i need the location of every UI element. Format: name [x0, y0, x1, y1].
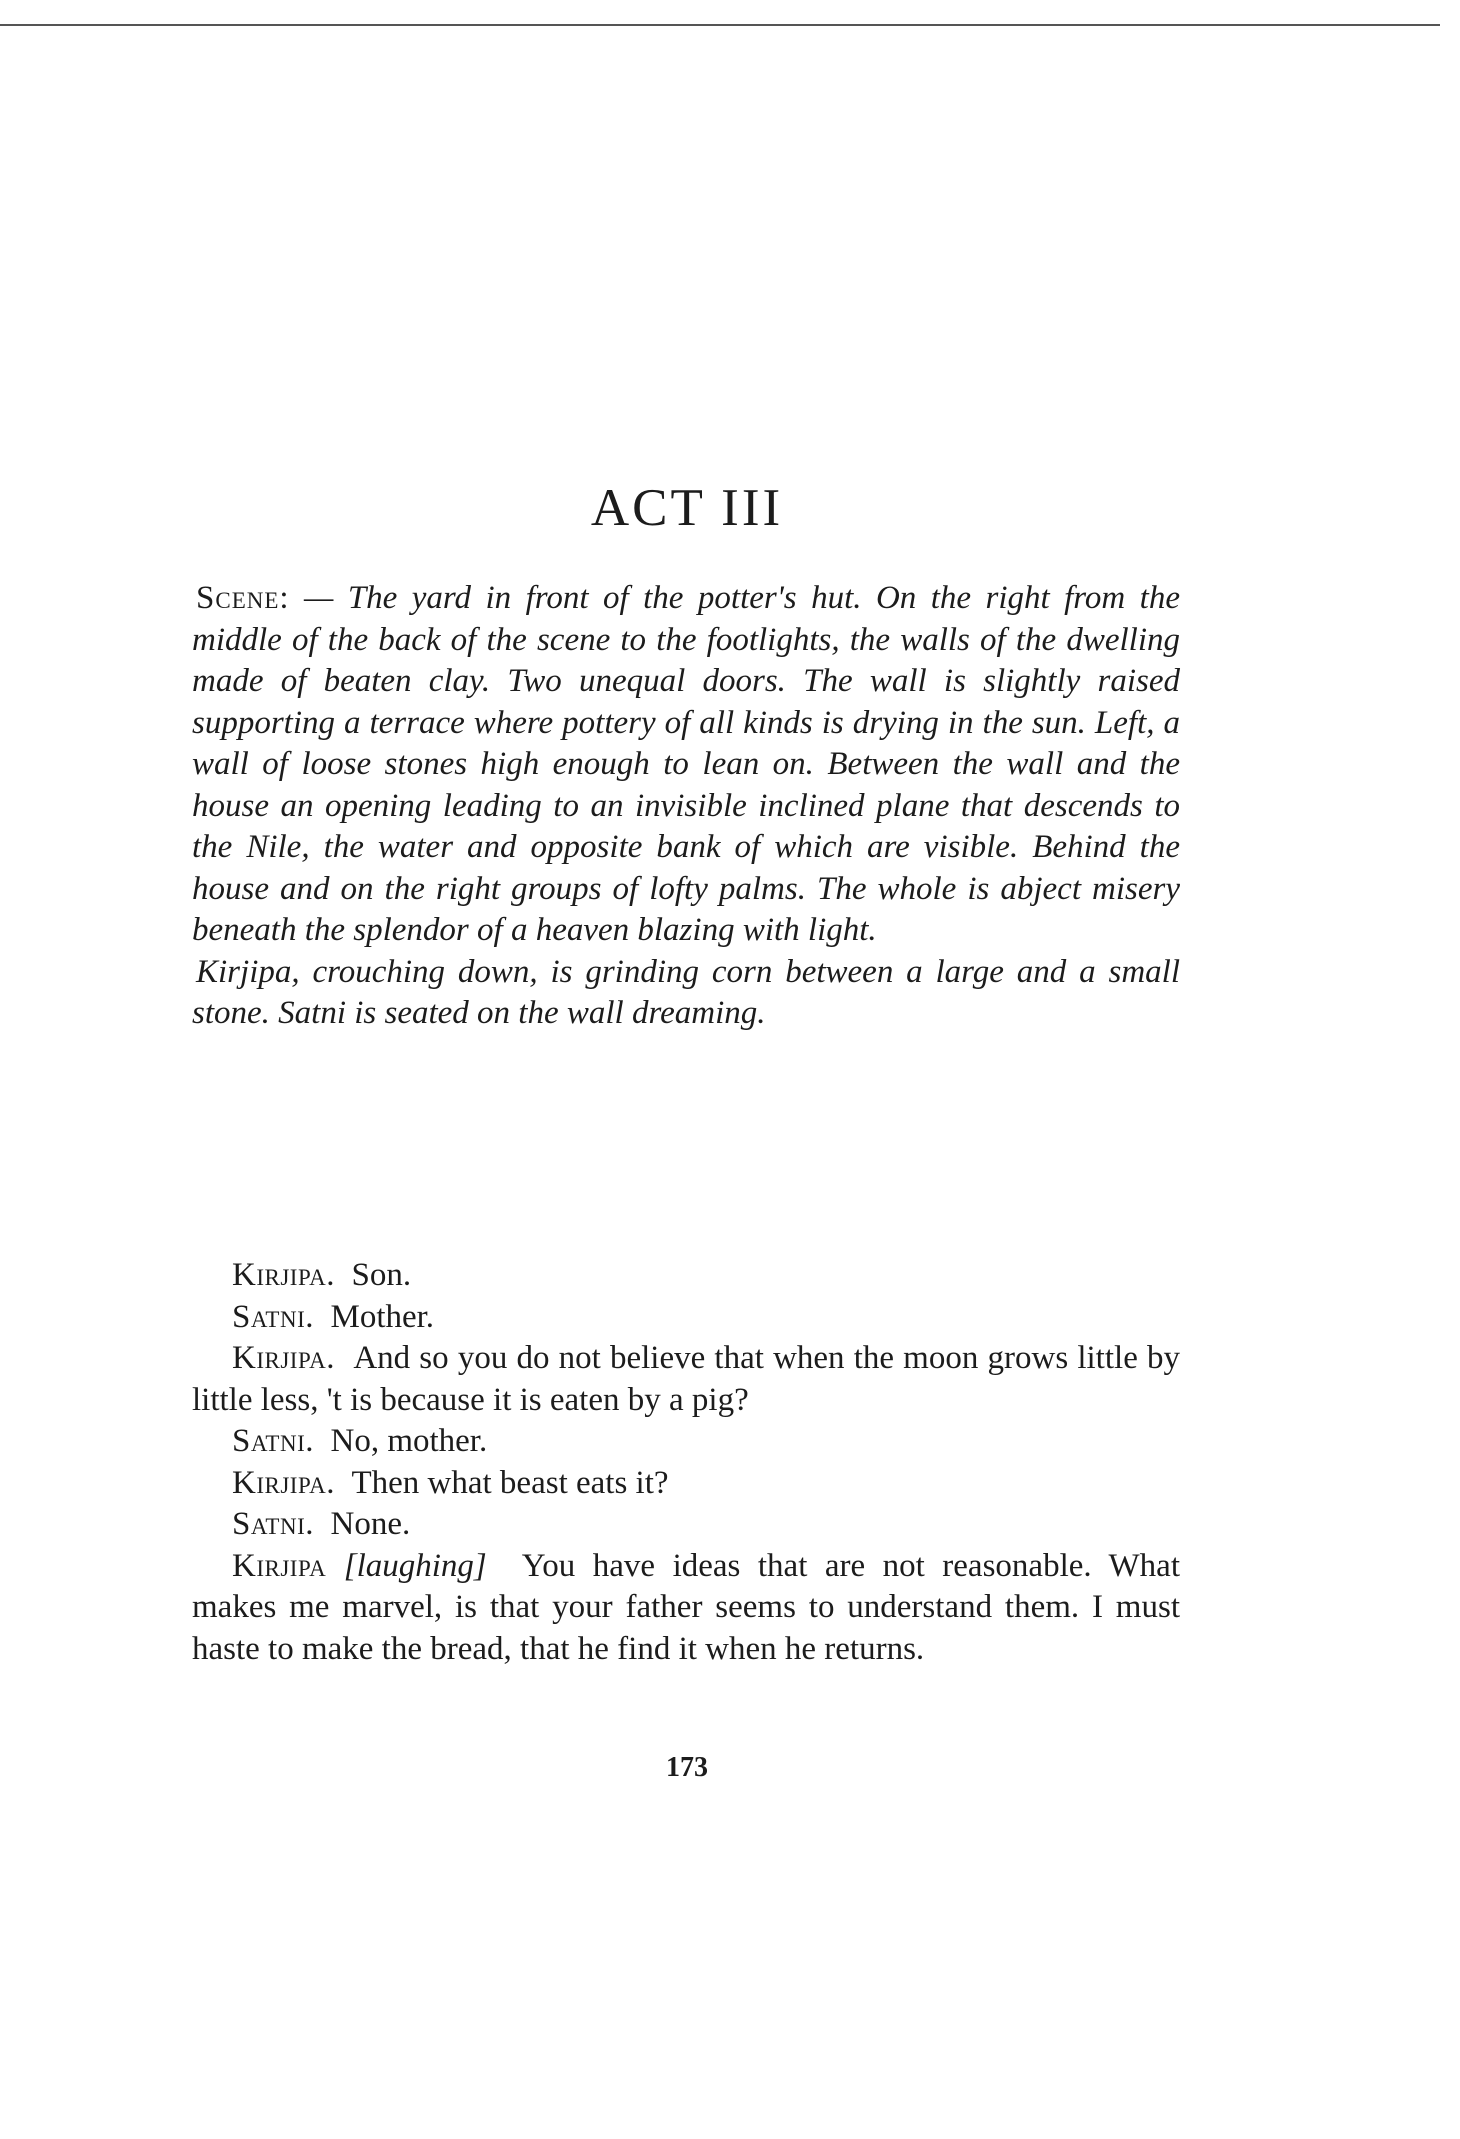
spoken-line: No, mother.: [330, 1423, 488, 1459]
speaker-name: Kirjipa.: [232, 1464, 335, 1501]
speaker-name: Satni.: [232, 1423, 314, 1459]
dialogue-line: [192, 1255, 1180, 1297]
speaker-name: Kirjipa: [232, 1547, 327, 1584]
dialogue-line: [192, 1546, 1180, 1671]
spoken-line: And so you do not believe that when the moon grows little by little less, 't is because it is eaten by a pig?: [192, 1340, 1180, 1418]
spoken-line: Then what beast eats it?: [351, 1464, 669, 1501]
scene-description: The yard in front of the potter's hut. On the right from the middle of the back of the scene to the footlights, the walls of the dwelling made of beaten clay. Two unequal doors. The wall is slightly raised supporting a terrace where pottery of all kinds is drying in the sun. Left, a wall of loose stones high enough to lean on. Between the wall and the house an opening leading to an invisible inclined plane that descends to the Nile, the water and opposite bank of which are visible. Behind the house and on the right groups of lofty palms. The whole is abject misery beneath the splendor of a heaven blazing with light.: [192, 580, 1181, 948]
dialogue-line: [192, 1338, 1180, 1421]
spoken-line: None.: [330, 1506, 411, 1542]
scene-label: Scene:: [196, 580, 290, 616]
page-number: 173: [666, 1752, 708, 1783]
scene-dash: —: [289, 580, 348, 616]
stage-directions: [192, 578, 1180, 1035]
stage-direction-paragraph: Kirjipa, crouching down, is grinding corn between a large and a small stone. Satni is seated on the wall dreaming.: [192, 953, 1180, 1031]
stage-direction-inline: [laughing]: [343, 1547, 487, 1584]
spoken-line: You have ideas that are not reasonable. What makes me marvel, is that your father seems to understand them. I must haste to make the bread, that he find it when he returns.: [192, 1547, 1180, 1667]
speaker-name: Kirjipa.: [232, 1340, 335, 1376]
spoken-line: Mother.: [330, 1298, 435, 1335]
dialogue-line: [192, 1504, 1180, 1546]
spoken-line: Son.: [351, 1257, 412, 1293]
dialogue-line: [192, 1297, 1180, 1339]
dialogue-line: [192, 1421, 1180, 1463]
speaker-name: Satni.: [232, 1298, 314, 1335]
dialogue: [192, 1255, 1180, 1670]
act-title: ACT III: [590, 479, 784, 537]
stage-direction-paragraph: [192, 578, 1180, 952]
speaker-name: Satni.: [232, 1506, 314, 1542]
speaker-name: Kirjipa.: [232, 1257, 335, 1293]
dialogue-line: [192, 1463, 1180, 1505]
top-rule: [0, 24, 1440, 26]
